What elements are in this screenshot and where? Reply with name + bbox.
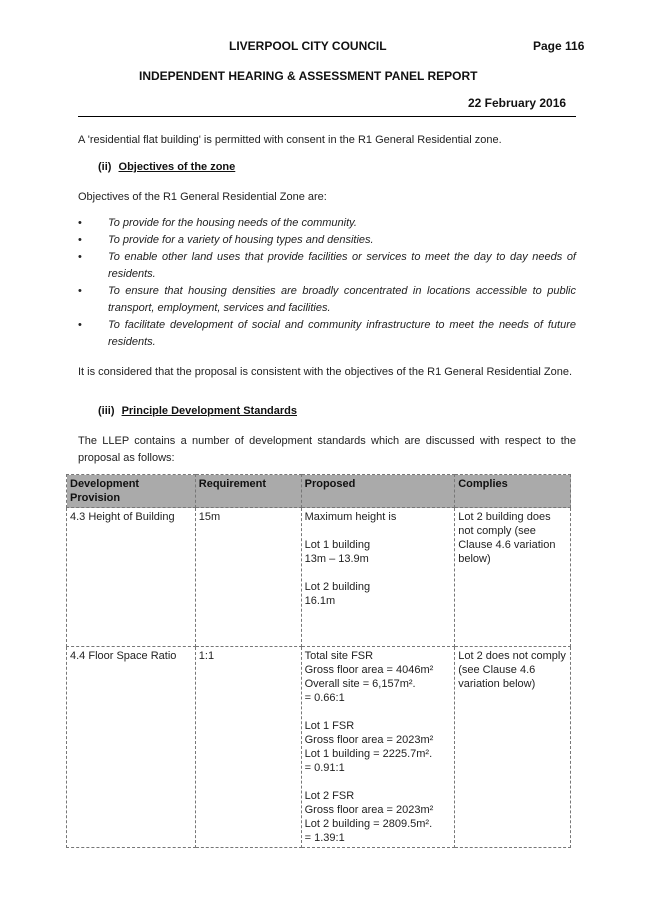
- council-name: LIVERPOOL CITY COUNCIL: [229, 39, 387, 53]
- standards-intro: The LLEP contains a number of development standards which are discussed with respect to the proposal as follows:: [78, 435, 576, 464]
- cell-complies: Lot 2 building does not comply (see Clause 4.6 variation below): [455, 508, 571, 647]
- list-item: • To enable other land uses that provide facilities or services to meet the day to day needs of residents.: [78, 251, 576, 280]
- intro-paragraph: A 'residential flat building' is permitted with consent in the R1 General Residential zone.: [78, 134, 502, 146]
- cell-proposed: Maximum height is Lot 1 building 13m – 13.9m Lot 2 building 16.1m: [301, 508, 455, 647]
- objectives-intro: Objectives of the R1 General Residential Zone are:: [78, 191, 327, 203]
- cell-requirement: 15m: [195, 508, 301, 647]
- list-item: • To ensure that housing densities are broadly concentrated in locations accessible to public transport, employment, services and facilities.: [78, 285, 576, 314]
- cell-requirement: 1:1: [195, 647, 301, 848]
- column-header-complies: Complies: [455, 475, 571, 508]
- list-item: • To provide for a variety of housing types and densities.: [78, 234, 374, 246]
- report-date: 22 February 2016: [468, 96, 567, 110]
- section-ii-title: Objectives of the zone: [118, 161, 236, 173]
- table-row: [67, 647, 571, 848]
- section-iii-title: Principle Development Standards: [121, 405, 297, 417]
- list-item: • To provide for the housing needs of the community.: [78, 217, 357, 229]
- cell-provision: 4.4 Floor Space Ratio: [67, 647, 196, 848]
- cell-proposed: Total site FSR Gross floor area = 4046m² Overall site = 6,157m². = 0.66:1 Lot 1 FSR Gross floor area = 2023m² Lot 1 building = 2225.7m². = 0.91:1 Lot 2 FSR Gross floor area = 2023m² Lot 2 building = 2809.5m². = 1.39:1: [301, 647, 455, 848]
- column-header-requirement: Requirement: [195, 475, 301, 508]
- development-standards-table: [66, 474, 571, 848]
- section-iii-heading: [98, 405, 297, 417]
- section-ii-heading: [98, 161, 235, 173]
- page-number: Page 116: [533, 39, 585, 53]
- section-ii-number: (ii): [98, 161, 112, 173]
- objectives-list: [78, 215, 576, 351]
- list-item: • To facilitate development of social and community infrastructure to meet the needs of future residents.: [78, 319, 576, 348]
- table-header-row: [67, 475, 571, 508]
- header-divider: [78, 116, 576, 117]
- table-row: [67, 508, 571, 647]
- conclusion-paragraph: It is considered that the proposal is consistent with the objectives of the R1 General Residential Zone.: [78, 366, 573, 378]
- cell-provision: 4.3 Height of Building: [67, 508, 196, 647]
- cell-complies: Lot 2 does not comply (see Clause 4.6 variation below): [455, 647, 571, 848]
- report-title: INDEPENDENT HEARING & ASSESSMENT PANEL REPORT: [139, 69, 478, 83]
- section-iii-number: (iii): [98, 405, 115, 417]
- column-header-proposed: Proposed: [301, 475, 455, 508]
- column-header-provision: Development Provision: [67, 475, 196, 508]
